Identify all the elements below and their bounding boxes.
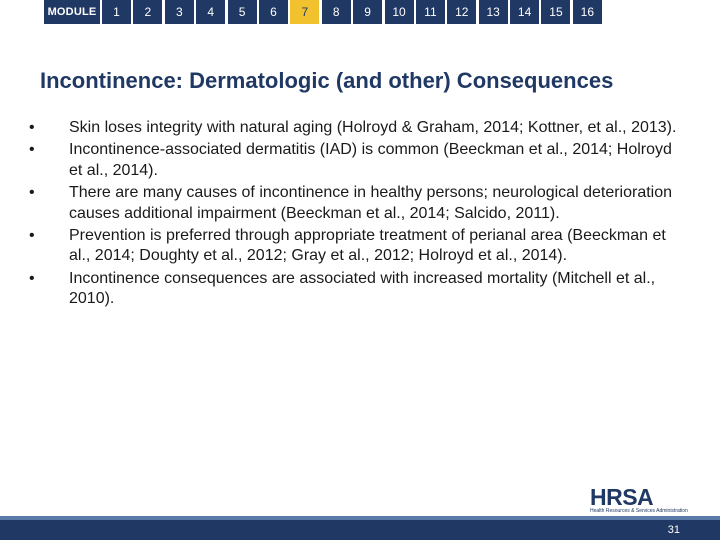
bullet-marker: • (29, 119, 35, 136)
bullet-text: Skin loses integrity with natural aging (Holroyd & Graham, 2014; Kottner, et al., 2013). (69, 119, 677, 136)
module-tab-4[interactable]: 4 (196, 0, 225, 24)
bullet-marker: • (29, 269, 35, 287)
module-tabs (102, 0, 604, 24)
hrsa-logo (590, 486, 686, 518)
module-tab-12[interactable]: 12 (447, 0, 476, 24)
module-label: MODULE (44, 0, 100, 24)
bullet-item (29, 140, 679, 181)
module-tab-16[interactable]: 16 (573, 0, 602, 24)
module-nav-bar (0, 0, 720, 24)
page-number: 31 (667, 524, 680, 536)
module-tab-9[interactable]: 9 (353, 0, 382, 24)
module-tab-2[interactable]: 2 (133, 0, 162, 24)
hrsa-logo-subtitle: Health Resources & Services Administration (590, 508, 688, 514)
bullet-item (29, 118, 679, 138)
bullet-item (29, 269, 679, 310)
bullet-marker: • (29, 227, 35, 245)
module-tab-13[interactable]: 13 (479, 0, 508, 24)
module-tab-3[interactable]: 3 (165, 0, 194, 24)
module-tab-8[interactable]: 8 (322, 0, 351, 24)
bullet-text: There are many causes of incontinence in healthy persons; neurological deterioration causes additional impairment (Beeckman et al., 2014; Salcido, 2011). (69, 184, 673, 222)
bullet-list (29, 118, 679, 312)
module-tab-1[interactable]: 1 (102, 0, 131, 24)
bullet-text: Incontinence consequences are associated with increased mortality (Mitchell et al., 2010). (69, 269, 656, 308)
module-tab-6[interactable]: 6 (259, 0, 288, 24)
module-tab-14[interactable]: 14 (510, 0, 539, 24)
hrsa-logo-wordmark: HRSA (590, 484, 654, 510)
module-tab-10[interactable]: 10 (385, 0, 414, 24)
footer-bar (0, 520, 720, 540)
bullet-text: Prevention is preferred through appropriate treatment of perianal area (Beeckman et al., 2014; Doughty et al., 2012; Gray et al., 2012; Holroyd et al., 2014). (69, 227, 666, 265)
bullet-item (29, 183, 679, 224)
slide-title: Incontinence: Dermatologic (and other) Consequences (40, 68, 614, 93)
bullet-marker: • (29, 184, 35, 202)
bullet-text: Incontinence-associated dermatitis (IAD) is common (Beeckman et al., 2014; Holroyd et al., 2014). (69, 141, 672, 179)
bullet-marker: • (29, 141, 35, 159)
module-tab-5[interactable]: 5 (228, 0, 257, 24)
module-tab-15[interactable]: 15 (541, 0, 570, 24)
bullet-item (29, 226, 679, 267)
module-tab-7[interactable]: 7 (290, 0, 319, 24)
module-tab-11[interactable]: 11 (416, 0, 445, 24)
